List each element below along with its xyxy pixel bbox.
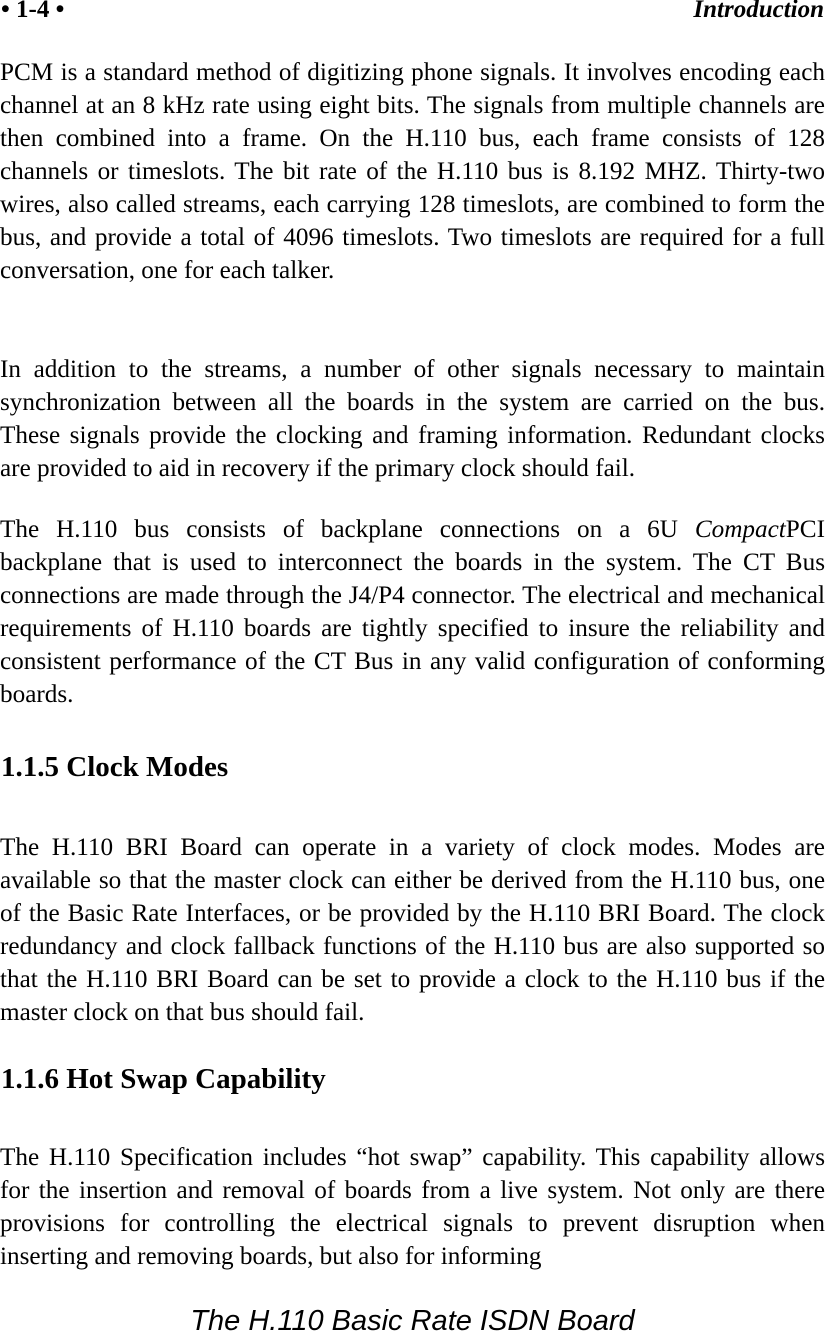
paragraph-clock-modes: The H.110 BRI Board can operate in a variety of clock modes. Modes are available so that the master clock can either be derived from the H.110 bus, one of the Basic Rate Interfaces, or be provided by the H.110 BRI Board. The clock redundancy and clock fallback functions of the H.110 bus are also supported so that the H.110 BRI Board can be set to provide a clock to the H.110 bus if the master clock on that bus should fail. — [0, 834, 825, 1026]
backplane-text-start: The H.110 bus consists of backplane connections on a 6U — [0, 516, 695, 543]
chapter-title: Introduction — [693, 0, 824, 23]
paragraph-hot-swap: The H.110 Specification includes “hot swap” capability. This capability allows for the insertion and removal of boards from a live system. Not only are there provisions for controlling the electrical signals to prevent disruption when inserting and removing boards, but also for informing — [0, 1144, 825, 1270]
heading-hot-swap: 1.1.6 Hot Swap Capability — [1, 1063, 326, 1095]
paragraph-sync-signals: In addition to the streams, a number of other signals necessary to maintain synchronization between all the boards in the system are carried on the bus. These signals provide the clocking and framing information. Redundant clocks are provided to aid in recovery if the primary clock should fail. — [0, 356, 825, 482]
paragraph-backplane — [0, 513, 825, 711]
paragraph-pcm: PCM is a standard method of digitizing phone signals. It involves encoding each channel at an 8 kHz rate using eight bits. The signals from multiple channels are then combined into a frame. On the H.110 bus, each frame consists of 128 channels or timeslots. The bit rate of the H.110 bus is 8.192 MHZ. Thirty-two wires, also called streams, each carrying 128 timeslots, are combined to form the bus, and provide a total of 4096 timeslots. Two timeslots are required for a full conversation, one for each talker. — [0, 59, 825, 284]
backplane-text-end: PCI backplane that is used to interconnect the boards in the system. The CT Bus connections are made through the J4/P4 connector. The electrical and mechanical requirements of H.110 boards are tightly specified to insure the reliability and consistent performance of the CT Bus in any valid configuration of conforming boards. — [0, 516, 825, 708]
compact-italic: Compact — [694, 516, 786, 543]
page-number: • 1-4 • — [1, 0, 65, 23]
footer-title: The H.110 Basic Rate ISDN Board — [190, 1305, 635, 1337]
heading-clock-modes: 1.1.5 Clock Modes — [1, 751, 229, 783]
